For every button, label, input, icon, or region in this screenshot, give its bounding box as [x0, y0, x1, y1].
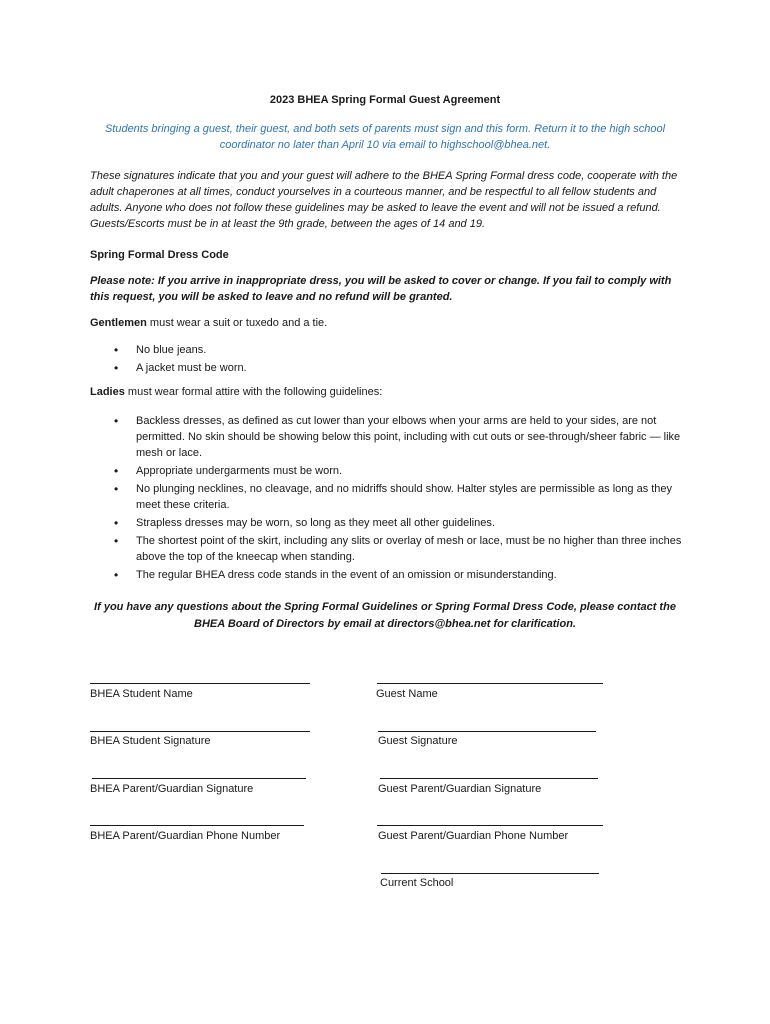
guest-parent-signature-label: Guest Parent/Guardian Signature: [378, 783, 542, 795]
gentlemen-text: must wear a suit or tuxedo and a tie.: [146, 317, 328, 329]
please-note-paragraph: Please note: If you arrive in inappropriate dress, you will be asked to cover or change. If you fail to comply with this request, you will be asked to leave and no refund will be granted.: [90, 275, 672, 303]
guest-name-label: Guest Name: [376, 688, 438, 700]
guest-signature-label: Guest Signature: [378, 735, 458, 747]
list-item: • Appropriate undergarments must be worn.: [108, 463, 684, 479]
student-name-line[interactable]: [90, 683, 310, 684]
guest-parent-phone-line[interactable]: [377, 825, 603, 826]
guest-name-line[interactable]: [377, 683, 603, 684]
ladies-rules-list: [108, 413, 684, 585]
ladies-paragraph: [90, 384, 680, 400]
current-school-label: Current School: [380, 877, 454, 889]
parent-signature-label: BHEA Parent/Guardian Signature: [90, 783, 254, 795]
parent-phone-line[interactable]: [90, 825, 304, 826]
student-name-label: BHEA Student Name: [90, 688, 193, 700]
list-item: • Backless dresses, as defined as cut lower than your elbows when your arms are held to your sides, are not permitted. No skin should be showing below this point, including with cut outs or see-through/sheer fabric — like mesh or lace.: [108, 413, 684, 461]
agreement-paragraph: These signatures indicate that you and your guest will adhere to the BHEA Spring Formal dress code, cooperate with the adult chaperones at all times, conduct yourselves in a courteous manner, and be respectful to all fellow students and adults. Anyone who does not follow these guidelines may be asked to leave the event and will not be issued a refund. Guests/Escorts must be in at least the 9th grade, between the ages of 14 and 19.: [90, 170, 678, 230]
list-item: • The regular BHEA dress code stands in the event of an omission or misunderstanding.: [108, 567, 684, 583]
current-school-line[interactable]: [381, 873, 599, 874]
list-item: • Strapless dresses may be worn, so long as they meet all other guidelines.: [108, 515, 684, 531]
parent-phone-label: BHEA Parent/Guardian Phone Number: [90, 830, 281, 842]
intro-instructions: Students bringing a guest, their guest, and both sets of parents must sign and this form. Return it to the high school coordinator no later than April 10 via email to highschool@bhea.net.: [104, 123, 666, 151]
gentlemen-paragraph: [90, 315, 680, 331]
guest-signature-line[interactable]: [378, 731, 596, 732]
closing-paragraph: If you have any questions about the Spring Formal Guidelines or Spring Formal Dress Code, please contact the BHEA Board of Directors by email at directors@bhea.net for clarification.: [94, 601, 676, 630]
guest-parent-signature-line[interactable]: [380, 778, 598, 779]
ladies-text: must wear formal attire with the following guidelines:: [124, 386, 383, 398]
list-item: • A jacket must be worn.: [108, 360, 684, 376]
parent-signature-line[interactable]: [92, 778, 306, 779]
document-title: 2023 BHEA Spring Formal Guest Agreement: [269, 94, 501, 106]
student-signature-line[interactable]: [90, 731, 310, 732]
list-item: • No plunging necklines, no cleavage, and no midriffs should show. Halter styles are permissible as long as they meet these criteria.: [108, 481, 684, 513]
gentlemen-label: Gentlemen: [90, 317, 147, 329]
list-item: • No blue jeans.: [108, 342, 684, 358]
gentlemen-rules-list: [108, 342, 684, 378]
guest-parent-phone-label: Guest Parent/Guardian Phone Number: [378, 830, 569, 842]
student-signature-label: BHEA Student Signature: [90, 735, 211, 747]
list-item: • The shortest point of the skirt, including any slits or overlay of mesh or lace, must be no higher than three inches above the top of the kneecap when standing.: [108, 533, 684, 565]
ladies-label: Ladies: [90, 386, 125, 398]
dress-code-heading: Spring Formal Dress Code: [90, 249, 229, 261]
